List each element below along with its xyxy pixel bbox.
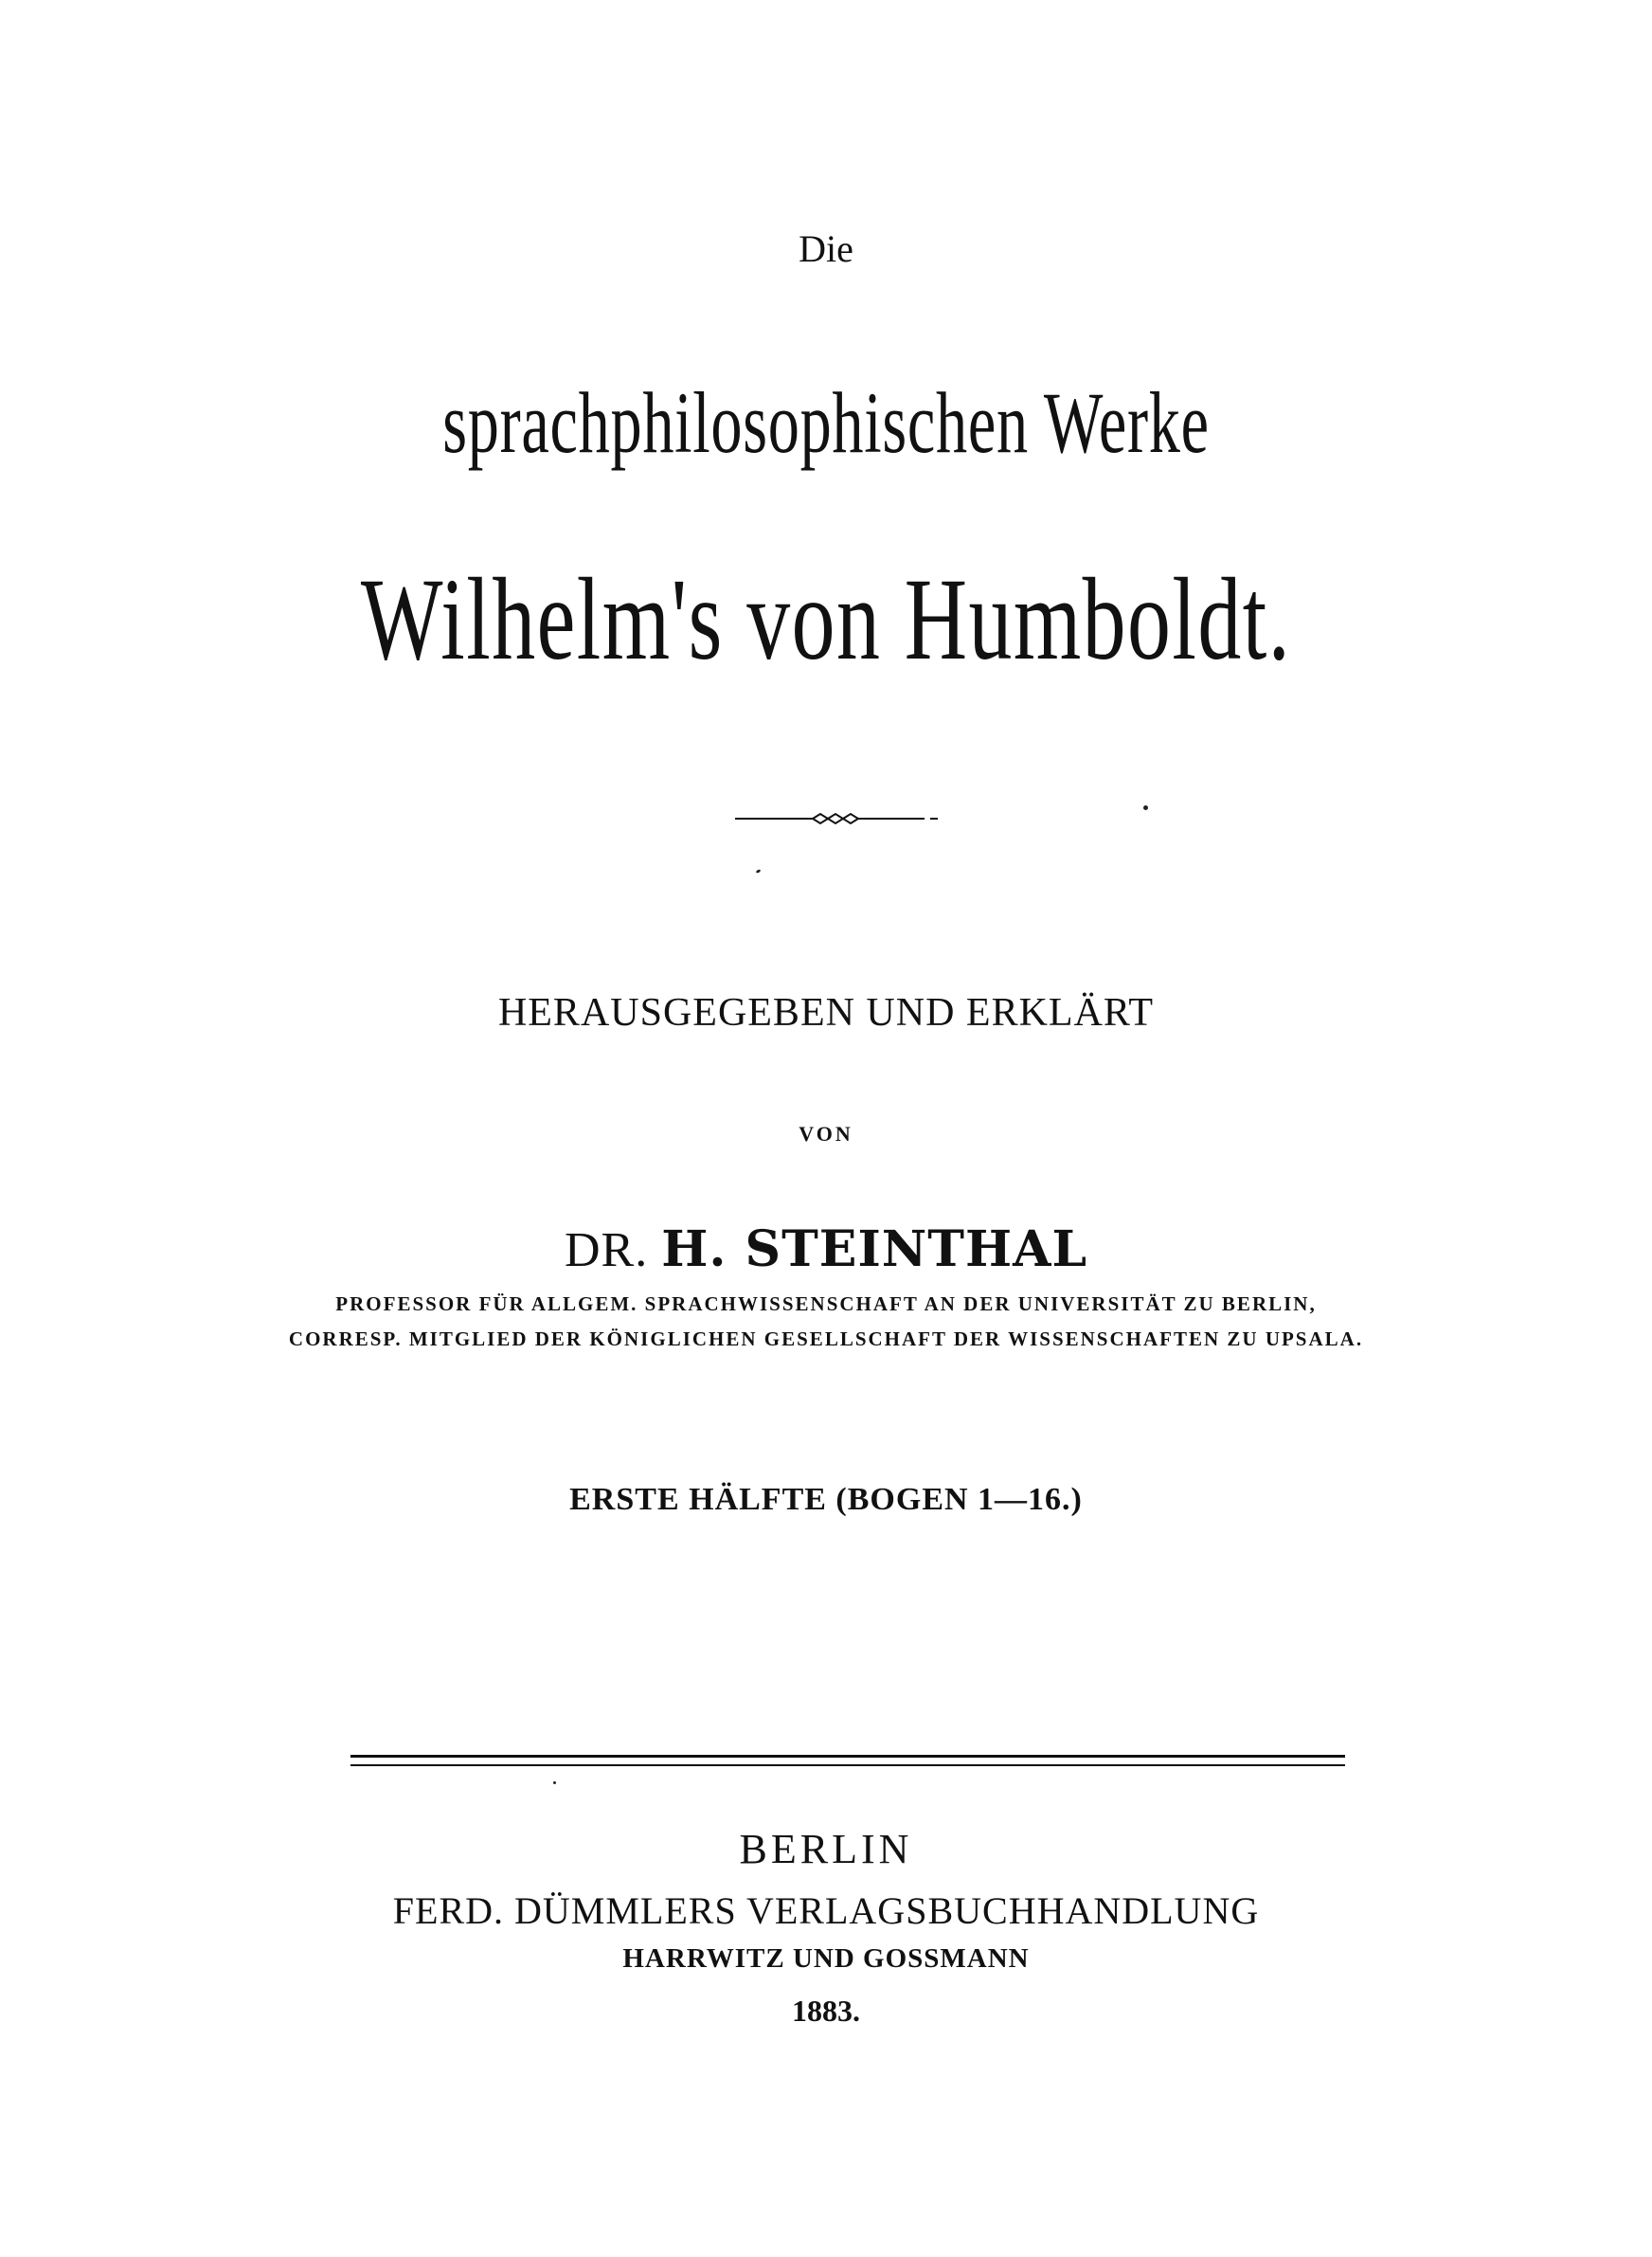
title-line-1: sprachphilosophischen Werke bbox=[442, 374, 1210, 471]
title-article: Die bbox=[799, 227, 853, 270]
print-speck bbox=[553, 1781, 556, 1784]
volume-part: ERSTE HÄLFTE (BOGEN 1—16.) bbox=[569, 1482, 1083, 1517]
diamond-rule-ornament-icon bbox=[735, 807, 948, 830]
imprint-publisher: FERD. DÜMMLERS VERLAGSBUCHHANDLUNG bbox=[392, 1889, 1260, 1932]
print-speck bbox=[1143, 805, 1148, 810]
title-line-2: Wilhelm's von Humboldt. bbox=[360, 554, 1292, 684]
double-rule-bottom bbox=[350, 1764, 1345, 1766]
author-name: H. STEINTHAL bbox=[661, 1220, 1088, 1278]
double-rule-top bbox=[350, 1755, 1345, 1758]
author-prefix: DR. bbox=[564, 1223, 649, 1277]
imprint-partners: HARRWITZ UND GOSSMANN bbox=[622, 1943, 1030, 1974]
affiliation-line-2: CORRESP. MITGLIED DER KÖNIGLICHEN GESELLSCHAFT DER WISSENSCHAFTEN ZU UPSALA. bbox=[288, 1327, 1364, 1350]
imprint-city: BERLIN bbox=[739, 1826, 913, 1872]
editorial-note: HERAUSGEGEBEN UND ERKLÄRT bbox=[497, 991, 1155, 1035]
by-word: VON bbox=[799, 1122, 853, 1146]
print-speck bbox=[756, 869, 762, 874]
imprint-year: 1883. bbox=[792, 1994, 860, 2028]
author-line bbox=[0, 1220, 1652, 1278]
affiliation-line-1: PROFESSOR FÜR ALLGEM. SPRACHWISSENSCHAFT AN DER UNIVERSITÄT ZU BERLIN, bbox=[335, 1292, 1317, 1315]
